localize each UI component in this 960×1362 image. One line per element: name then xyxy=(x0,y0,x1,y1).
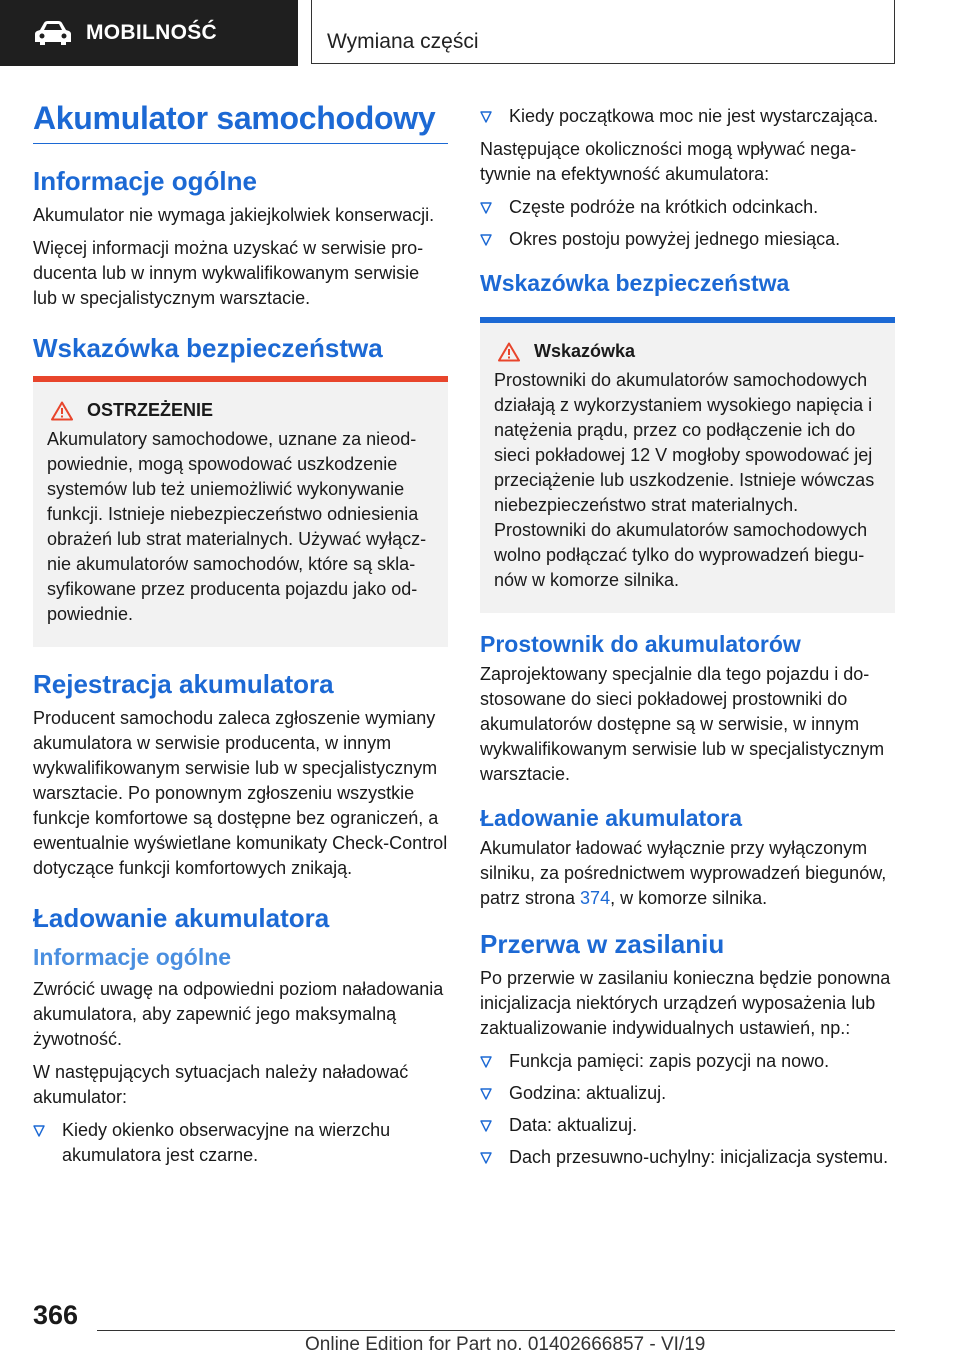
list-item: Funkcja pamięci: zapis pozycji na nowo. xyxy=(480,1049,895,1074)
section-label: MOBILNOŚĆ xyxy=(86,21,218,44)
safety-heading-left: Wskazówka bezpieczeństwa xyxy=(33,333,383,363)
outage-list xyxy=(480,1049,895,1170)
list-item: Kiedy okienko obserwacyjne na wierzchu akumulatora jest czarne. xyxy=(33,1118,448,1168)
factors-paragraph: Następujące okoliczności mogą wpływać negatywnie na efektywność akumulatora: xyxy=(480,139,857,184)
continued-list xyxy=(480,104,895,129)
list-item: Dach przesuwno-uchylny: inicjalizacja systemu. xyxy=(480,1145,895,1170)
page-link[interactable]: 374 xyxy=(580,888,611,908)
general-paragraph-1: Akumulator nie wymaga jakiejkolwiek konserwacji. xyxy=(33,205,435,225)
charger-heading: Prostownik do akumulatorów xyxy=(480,631,801,657)
charging-paragraph-2: W następujących sytuacjach należy naładować akumulator: xyxy=(33,1062,409,1107)
bullet-triangle-icon xyxy=(33,1125,45,1137)
note-title: Wskazówka xyxy=(534,341,636,361)
chapter-box xyxy=(311,0,895,64)
charging-paragraph-1: Zwrócić uwagę na odpowiedni poziom naładowania akumulatora, aby zapewnić jego maksymalną żywotność. xyxy=(33,979,444,1049)
page-number: 366 xyxy=(33,1300,79,1330)
charging-subheading: Informacje ogólne xyxy=(33,944,232,970)
charging-list xyxy=(33,1118,448,1168)
warning-triangle-icon xyxy=(498,342,520,362)
warning-box xyxy=(33,376,448,647)
right-column xyxy=(480,104,895,1178)
footer-edition: Online Edition for Part no. 01402666857 - VI/19 xyxy=(305,1334,706,1355)
page-header xyxy=(0,0,960,66)
bullet-triangle-icon xyxy=(480,234,492,246)
outage-heading: Przerwa w zasilaniu xyxy=(480,929,725,959)
registration-text: Producent samochodu zaleca zgłoszenie wymiany akumulatora w serwisie producenta, w innym wykwalifikowanym serwisie lub w specjalistycznym warsztacie. Po ponownym zgłoszeniu wszystkie funkcje komfortowe są dostępne bez ograniczeń, a ewentualnie wyświetlane komunikaty Check-Control dotyczące funkcji komfortowych znikają. xyxy=(33,708,448,878)
charging-heading-left: Ładowanie akumulatora xyxy=(33,903,330,933)
section-tab[interactable] xyxy=(0,0,298,66)
list-item: Godzina: aktualizuj. xyxy=(480,1081,895,1106)
general-heading: Informacje ogólne xyxy=(33,166,257,196)
general-paragraph-2: Więcej informacji można uzyskać w serwisie producenta lub w innym wykwalifikowanym serwisie lub w specjalistycznym warsztacie. xyxy=(33,238,424,308)
charging-heading-right: Ładowanie akumulatora xyxy=(480,805,743,831)
charging-text: Akumulator ładować wyłącznie przy wyłączonym silniku, za pośrednictwem wyprowadzeń biegunów, patrz strona 374, w komorze silnika. xyxy=(480,838,887,908)
bullet-triangle-icon xyxy=(480,1088,492,1100)
warning-text: Akumulatory samochodowe, uznane za nieodpowiednie, mogą spowodować uszkodzenie systemów lub też uniemożliwić wykonywanie funkcji. Istnieje niebezpieczeństwo odniesienia obrażeń lub strat materialnych. Używać wyłącznie akumulatorów samochodów, które są sklasyfikowane przez producenta pojazdu jako odpowiednie. xyxy=(47,429,427,624)
registration-heading: Rejestracja akumulatora xyxy=(33,669,334,699)
page-title: Akumulator samochodowy xyxy=(33,100,448,144)
list-item: Data: aktualizuj. xyxy=(480,1113,895,1138)
outage-text: Po przerwie w zasilaniu konieczna będzie ponowna inicjalizacja niektórych urządzeń wyposażenia lub zaktualizowanie indywidualnych ustawień, np.: xyxy=(480,968,891,1038)
warning-title: OSTRZEŻENIE xyxy=(87,400,214,420)
bullet-triangle-icon xyxy=(480,202,492,214)
safety-heading-right: Wskazówka bezpieczeństwa xyxy=(480,270,790,296)
warning-triangle-icon xyxy=(51,401,73,421)
charger-text: Zaprojektowany specjalnie dla tego pojazdu i dostosowane do sieci pokładowej prostowniki do akumulatorów dostępne są w serwisie, w innym wykwalifikowanym serwisie lub w specjalistycznym warsztacie. xyxy=(480,664,885,784)
bullet-triangle-icon xyxy=(480,1152,492,1164)
note-text: Prostowniki do akumulatorów samochodowych działają z wykorzystaniem wysokiego napięcia i natężenia prądu, przez co podłączenie ich do sieci pokładowej 12 V mogłoby spowodować jej przeciążenie lub uszkodzenie. Istnieje wówczas niebezpieczeństwo strat materialnych. Prostowniki do akumulatorów samochodowych wolno podłączać tylko do wyprowadzeń biegunów w komorze silnika. xyxy=(494,370,875,590)
bullet-triangle-icon xyxy=(480,1056,492,1068)
list-item: Okres postoju powyżej jednego miesiąca. xyxy=(480,227,895,252)
note-box xyxy=(480,317,895,613)
bullet-triangle-icon xyxy=(480,1120,492,1132)
list-item: Kiedy początkowa moc nie jest wystarczająca. xyxy=(480,104,895,129)
bullet-triangle-icon xyxy=(480,111,492,123)
list-item: Częste podróże na krótkich odcinkach. xyxy=(480,195,895,220)
car-icon xyxy=(34,20,72,46)
left-column xyxy=(33,100,448,1176)
footer-divider xyxy=(97,1330,895,1331)
factors-list xyxy=(480,195,895,252)
chapter-label: Wymiana części xyxy=(327,30,479,53)
